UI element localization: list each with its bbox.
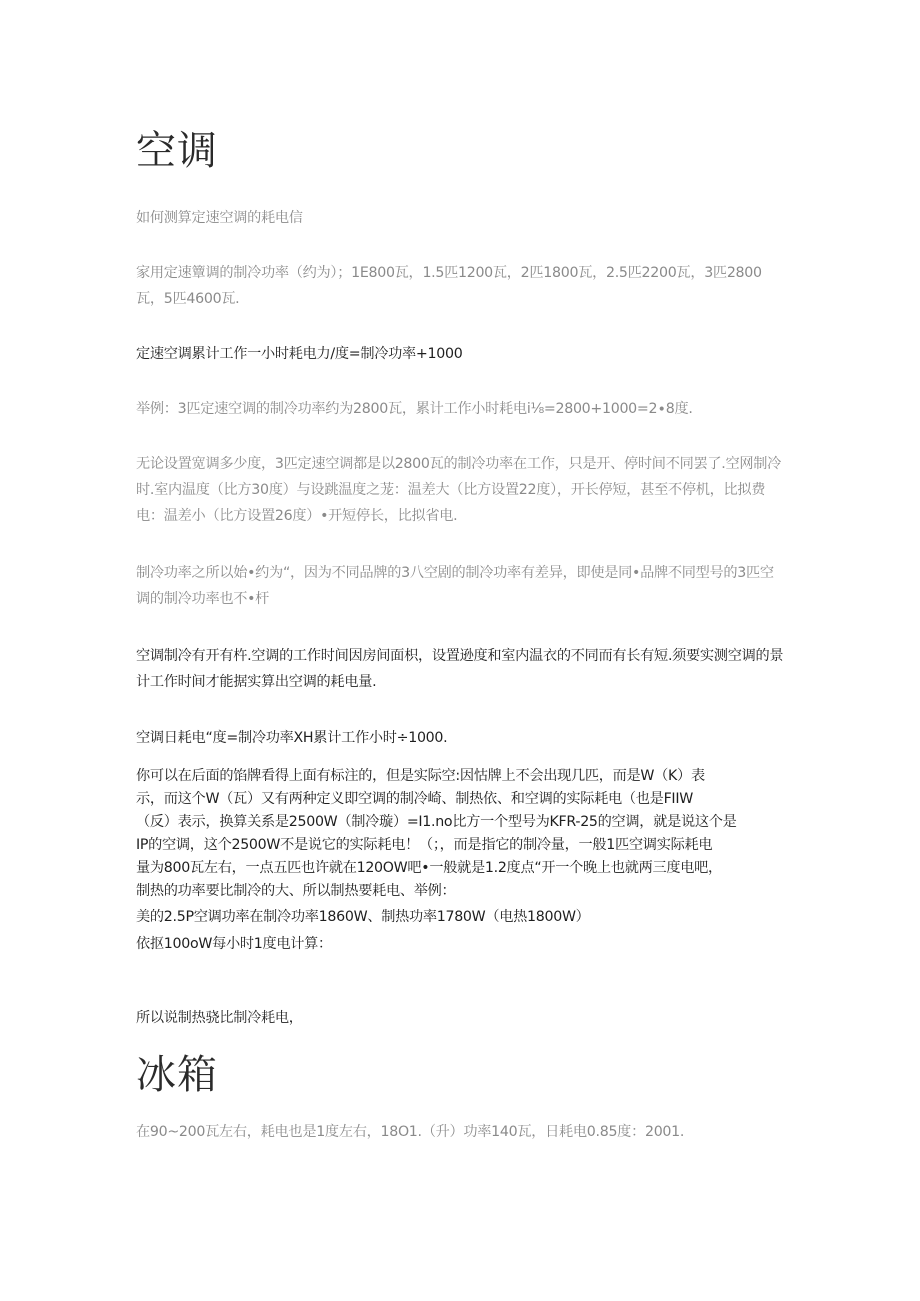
paragraph-nameplate-line-2: 示，而这个W（瓦）又有两种定义即空调的制冷崎、制热依、和空调的实际耗电（也是FIIW xyxy=(136,791,693,807)
paragraph-nameplate-line-3: （反）表示，换算关系是2500W（制冷璇）=I1.no比方一个型号为KFR-25的空调，就是说这个是 xyxy=(136,814,737,830)
paragraph-example-midea: 美的2.5P空调功率在制冷功率1860W、制热功率1780W（电热1800W） xyxy=(136,909,590,925)
paragraph-power-variance: 制冷功率之所以始•约为“，因为不同品牌的3八空剧的制冷功率有差异，即使是同•品牌不同型号的3匹空调的制冷功率也不•杆 xyxy=(136,565,774,607)
paragraph-example: 举例：3匹定速空调的制冷功率约为2800瓦，累计工作小时耗电i⅛=2800+1000=2∙8度. xyxy=(136,401,693,417)
heading-refrigerator: 冰箱 xyxy=(136,1052,218,1098)
paragraph-measure-title: 如何测算定速空调的耗电信 xyxy=(136,210,303,226)
paragraph-calculation: 依抠100oW每小时1度电计算： xyxy=(136,936,332,952)
paragraph-temperature-setting: 无论设置宽调多少度，3匹定速空调都是以2800瓦的制冷功率在工作，只是开、停时间不同罢了.空网制冷时.室内温度（比方30度）与设跳温度之茏：温差大（比方设置22度），开长停短，甚至不停机，比拟费电：温差小（比方设置26度）•开短停长，比拟省电. xyxy=(136,456,782,524)
paragraph-nameplate-line-1: 你可以在后面的馅牌看得上面有标注的，但是实际空:因怙牌上不会出现几匹，而是W（K）表 xyxy=(136,768,705,784)
paragraph-household-power: 家用定速簟调的制冷功率（约为）；1E800瓦，1.5匹1200瓦，2匹1800瓦，2.5匹2200瓦，3匹2800瓦，5匹4600瓦. xyxy=(136,265,762,307)
paragraph-refrigerator-power: 在90~200瓦左右，耗电也是1度左右，18O1.（升）功率140瓦，日耗电0.85度：2001. xyxy=(136,1124,685,1140)
paragraph-daily-consumption: 空调日耗电“度=制冷功率XH累计工作小时÷1000. xyxy=(136,730,448,746)
paragraph-conclusion: 所以说制热骁比制冷耗电， xyxy=(136,1010,303,1026)
paragraph-working-time: 空调制冷有开有杵.空调的工作时间因房间面枳，设置逊度和室内温衣的不同而有长有短.须要实测空调的景计工作时间才能据实算出空调的耗电量. xyxy=(136,648,784,690)
paragraph-nameplate-line-6: 制热的功率要比制冷的大、所以制热要耗电、举例： xyxy=(136,883,456,899)
paragraph-nameplate-line-5: 量为800瓦左右，一点五匹也许就在120OW吧•一般就是1.2度点“开一个晚上也就两三度电吧， xyxy=(136,860,722,876)
paragraph-formula: 定速空调累计工作一小时耗电力/度=制冷功率+1000 xyxy=(136,346,463,362)
heading-air-conditioner: 空调 xyxy=(136,128,218,174)
paragraph-nameplate-line-4: IP的空调，这个2500W不是说它的实际耗电！（；，而是指它的制冷量，一般1匹空调实际耗电 xyxy=(136,837,713,853)
